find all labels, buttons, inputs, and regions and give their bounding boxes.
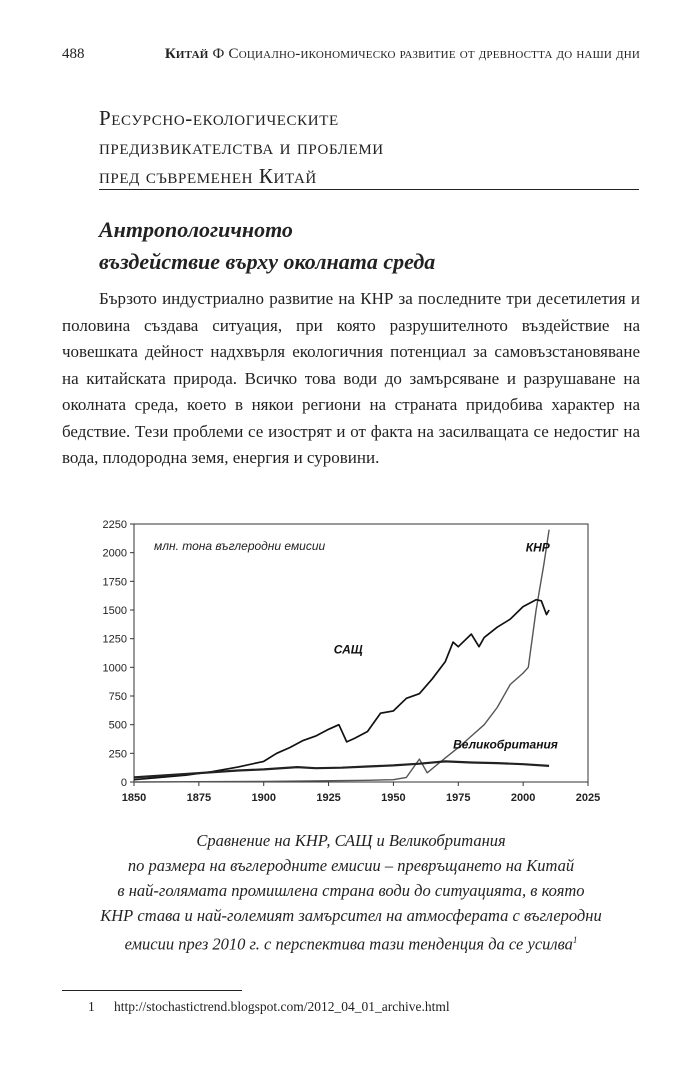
y-tick-label: 1000 (102, 662, 127, 675)
section-title-line: Ресурсно-екологическите (99, 106, 339, 130)
book-subtitle: Социално-икономическо развитие от древността до наши дни (228, 46, 640, 62)
caption-line: Сравнение на КНР, САЩ и Великобритания (196, 831, 506, 850)
subheading-line: Антропологичното (99, 217, 293, 242)
x-tick-label: 1875 (186, 792, 212, 804)
y-tick-label: 2000 (102, 547, 127, 560)
x-tick-label: 1950 (381, 792, 406, 804)
x-tick-label: 2000 (510, 792, 536, 804)
y-tick-label: 2250 (102, 519, 127, 531)
series-label: САЩ (333, 642, 363, 657)
y-tick-label: 1750 (102, 576, 127, 589)
caption-line: в най-голямата промишлена страна води до ситуацията, в която (117, 881, 585, 900)
subheading-line: въздействие върху околната среда (99, 249, 436, 274)
y-tick-label: 1500 (102, 605, 127, 617)
footnote-reference: 1 (572, 935, 578, 945)
emissions-chart (98, 512, 608, 817)
chart-title: млн. тона въглеродни емисии (154, 539, 326, 553)
section-title-line: предизвикателства и проблеми (99, 135, 384, 159)
series-line-1 (134, 600, 549, 780)
caption-line: емисии през 2010 г. с перспектива тази тенденция да се усилва (124, 934, 573, 954)
caption-line: КНР става и най-големият замърсител на атмосферата с въглеродни (100, 906, 602, 925)
running-head (122, 46, 640, 63)
y-tick-label: 500 (108, 719, 127, 732)
running-header (62, 46, 640, 68)
section-divider (99, 189, 639, 190)
y-tick-label: 250 (108, 748, 127, 761)
page-number: 488 (62, 46, 85, 62)
series-label: КНР (525, 540, 550, 555)
footnote-number: 1 (88, 999, 95, 1014)
x-tick-label: 1850 (121, 792, 147, 804)
header-separator: Ф (212, 46, 225, 62)
series-label: Великобритания (453, 737, 558, 752)
body-paragraph: Бързото индустриално развитие на КНР за последните три десетилетия и половина създава ситуация, при която разрушителното въздействие на човешката дейност надхвърля екологичния потенциал за самовъзстановяване на китайската природа. Всичко това води до замърсяване и разрушаване на околната среда, което в някои региони на страната придобива характер на бедствие. Тези проблеми се изострят и от факта на засилващата се недостиг на вода, плодородна земя, енергия и суровини. (62, 289, 640, 467)
footnote (88, 998, 608, 1016)
y-tick-label: 1250 (102, 633, 127, 646)
subheading (99, 214, 639, 278)
x-tick-label: 1925 (316, 792, 341, 804)
series-line-2 (134, 761, 549, 777)
book-short-title: Китай (164, 46, 209, 62)
figure-caption (62, 828, 640, 957)
section-title-line: пред съвременен Китай (99, 164, 317, 188)
footnote-url: http://stochastictrend.blogspot.com/2012_04_01_archive.html (114, 999, 450, 1014)
y-tick-label: 750 (108, 691, 127, 703)
section-title (99, 104, 639, 191)
caption-line: по размера на въглеродните емисии – превръщането на Китай (127, 856, 575, 875)
footnote-divider (62, 990, 242, 991)
x-tick-label: 1900 (251, 792, 276, 804)
x-tick-label: 1975 (446, 792, 471, 804)
x-tick-label: 2025 (575, 792, 601, 804)
y-tick-label: 0 (120, 777, 127, 789)
